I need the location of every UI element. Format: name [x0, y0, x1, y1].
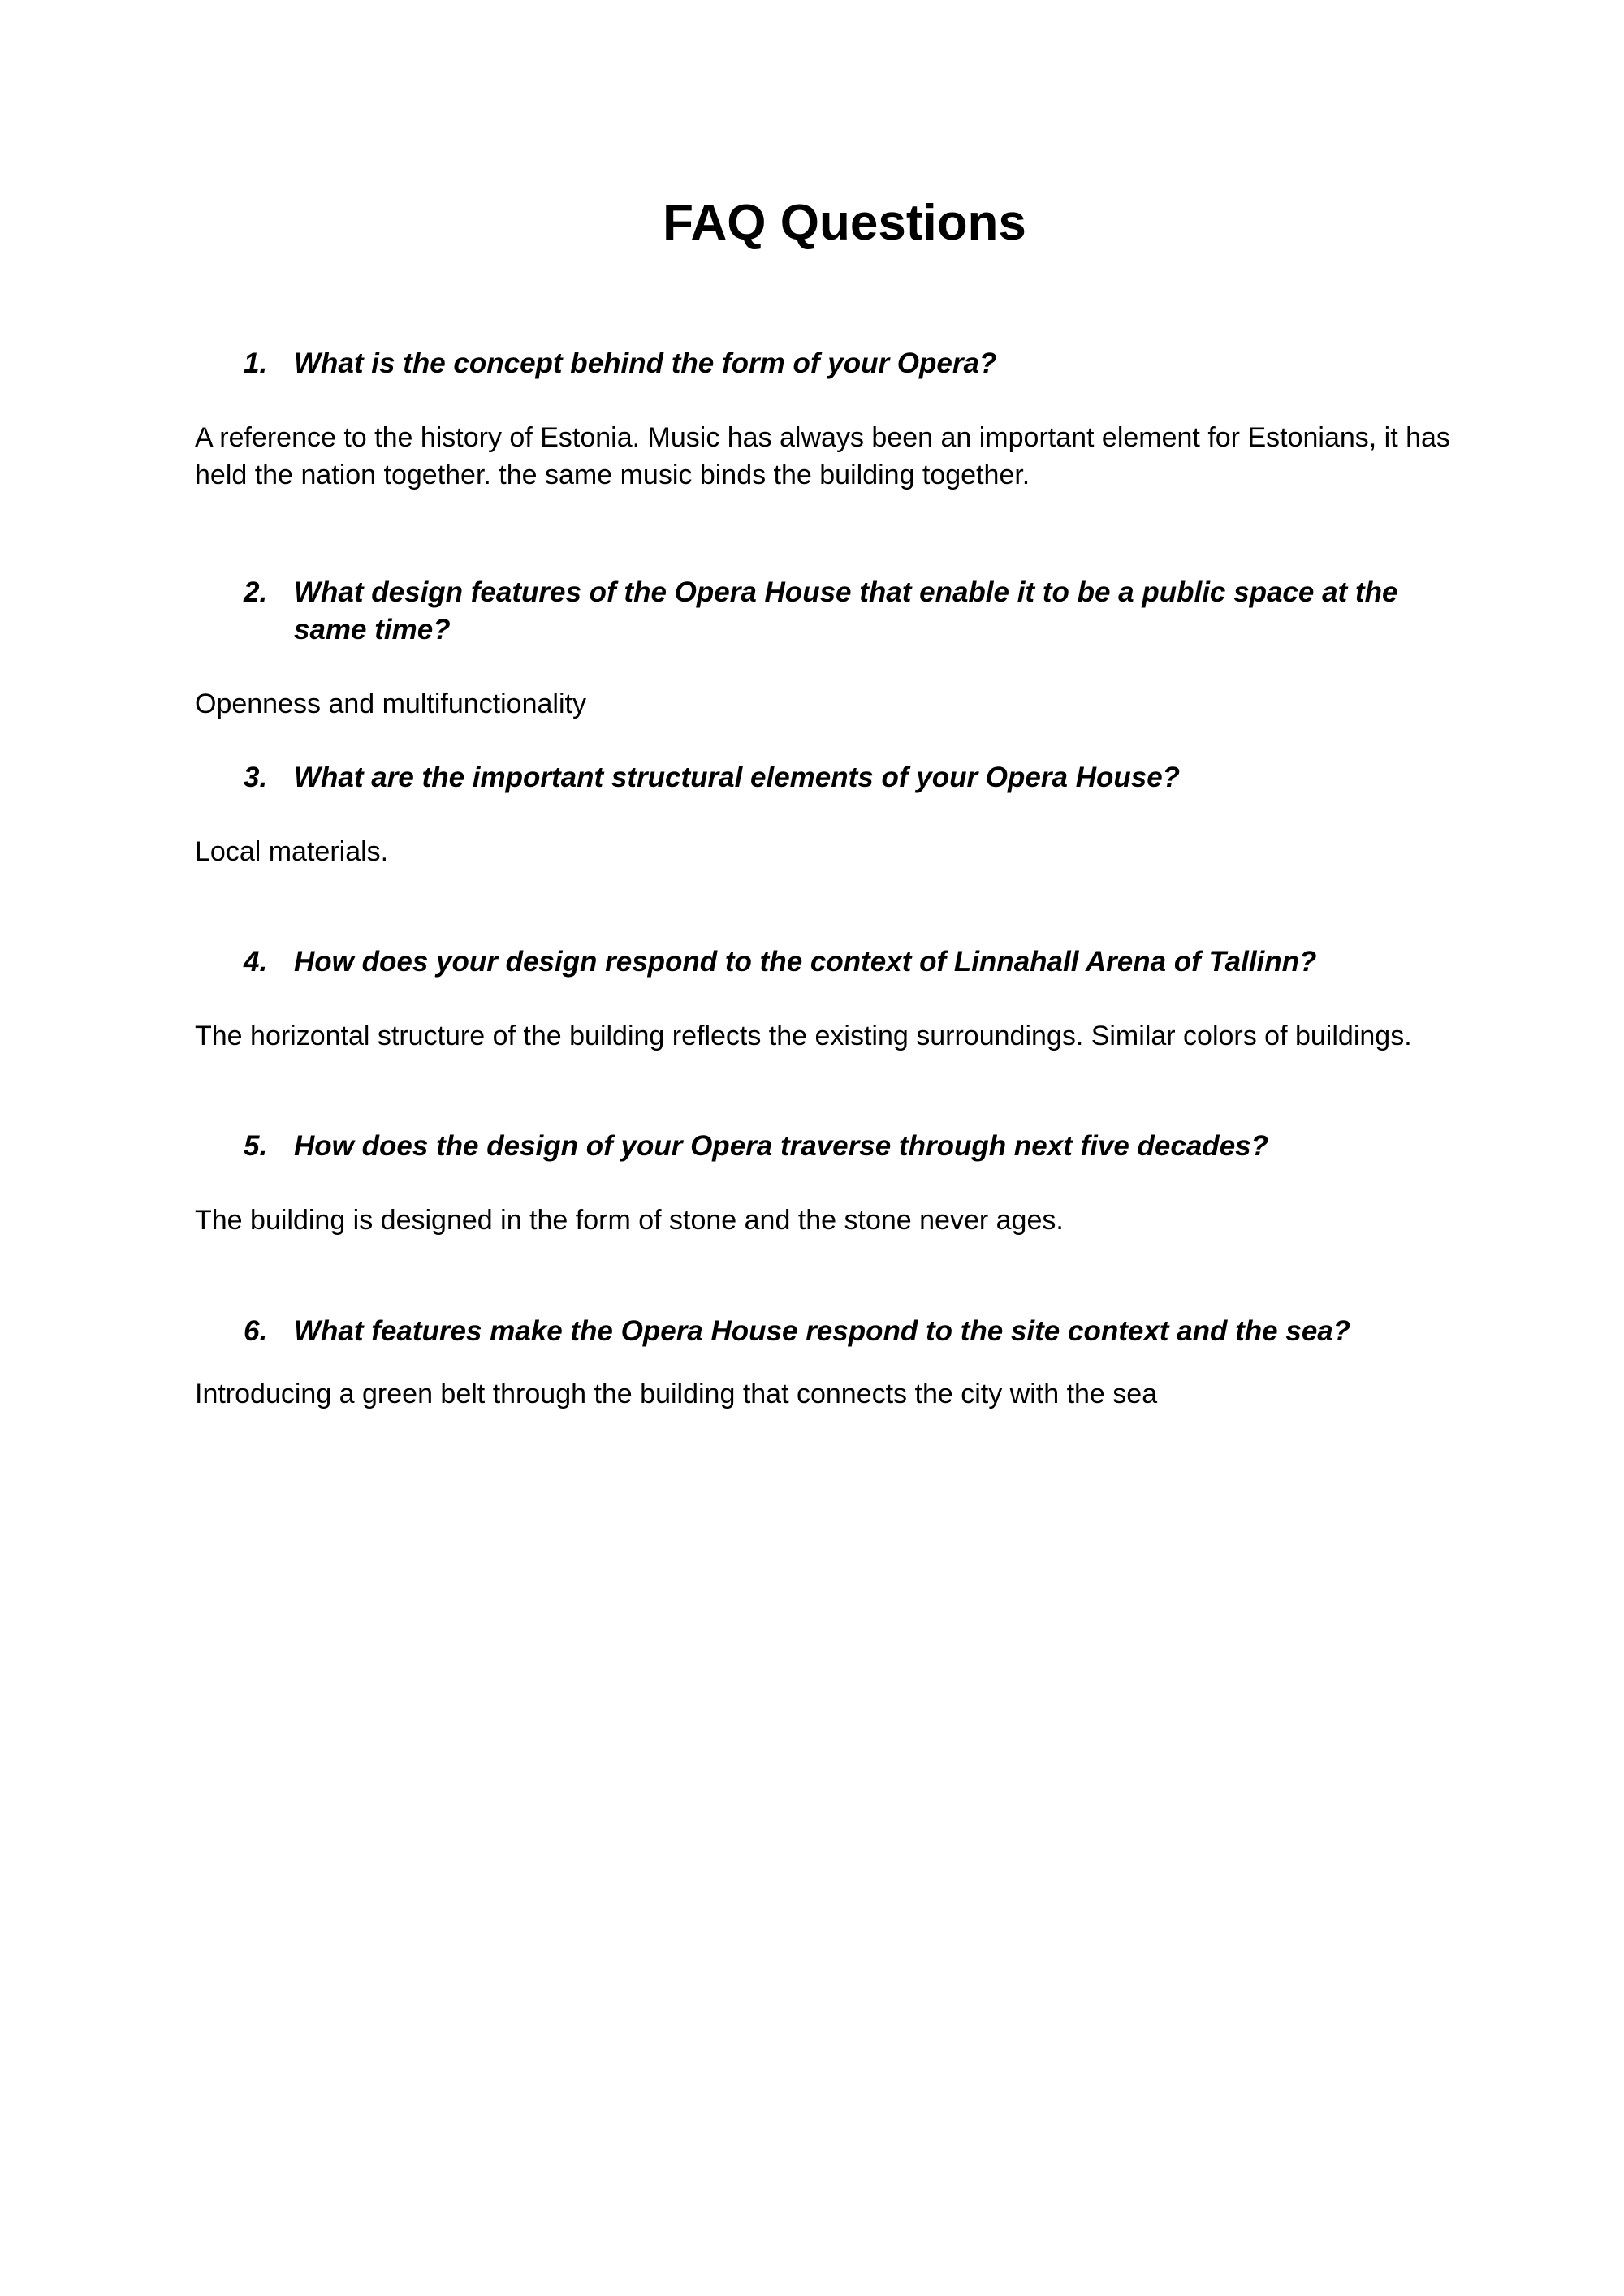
faq-answer: A reference to the history of Estonia. Music has always been an important element for Estonians, it has held the nation together. the same music binds the building together. — [195, 422, 1450, 490]
faq-question — [195, 1128, 1462, 1165]
faq-number: 3. — [244, 762, 268, 793]
faq-question-text: What is the concept behind the form of your Opera? — [294, 347, 997, 379]
faq-item — [195, 943, 1462, 1055]
faq-number: 6. — [244, 1315, 268, 1347]
page-title: FAQ Questions — [663, 195, 1026, 251]
faq-question-text: What design features of the Opera House that enable it to be a public space at the same time? — [294, 576, 1398, 645]
faq-question-text: What features make the Opera House respond to the site context and the sea? — [294, 1315, 1351, 1347]
faq-question — [195, 943, 1462, 981]
faq-question-text: What are the important structural elements of your Opera House? — [294, 762, 1181, 793]
faq-question — [195, 345, 1462, 382]
faq-answer: The horizontal structure of the building reflects the existing surroundings. Similar colors of buildings. — [195, 1021, 1412, 1051]
faq-answer: Openness and multifunctionality — [195, 688, 586, 719]
faq-question — [195, 1313, 1462, 1350]
faq-question-text: How does the design of your Opera traverse through next five decades? — [294, 1130, 1268, 1162]
faq-question — [195, 574, 1462, 649]
faq-number: 5. — [244, 1130, 268, 1162]
faq-answer: Local materials. — [195, 836, 389, 867]
faq-question — [195, 759, 1462, 796]
faq-item — [195, 1313, 1462, 1413]
faq-number: 2. — [244, 576, 268, 608]
faq-answer: The building is designed in the form of stone and the stone never ages. — [195, 1205, 1064, 1236]
faq-question-text: How does your design respond to the context of Linnahall Arena of Tallinn? — [294, 946, 1317, 978]
faq-item — [195, 1128, 1462, 1239]
faq-answer: Introducing a green belt through the building that connects the city with the sea — [195, 1379, 1158, 1409]
faq-item — [195, 759, 1462, 870]
faq-number: 1. — [244, 347, 268, 379]
faq-item — [195, 574, 1462, 723]
faq-item — [195, 345, 1462, 494]
faq-number: 4. — [244, 946, 268, 978]
